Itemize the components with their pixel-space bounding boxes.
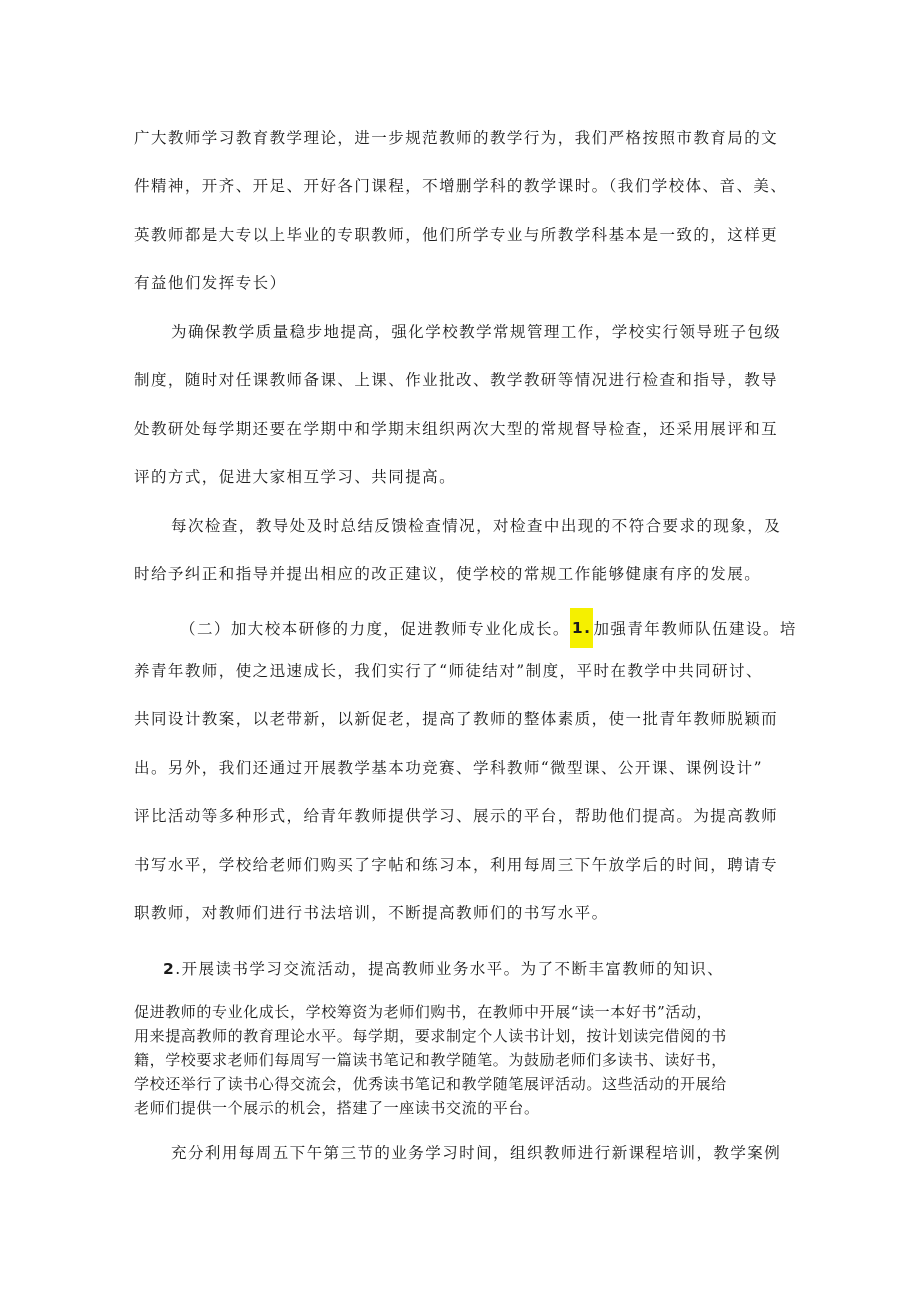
paragraph-5-line-5: 学校还举行了读书心得交流会，优秀读书笔记和教学随笔展评活动。这些活动的开展给 [134, 1075, 727, 1093]
paragraph-6-line-1: 充分利用每周五下午第三节的业务学习时间，组织教师进行新课程培训，教学案例 [171, 1144, 782, 1162]
paragraph-1-line-4: 有益他们发挥专长） [134, 274, 287, 292]
paragraph-4-line-2: 养青年教师，使之迅速成长，我们实行了“师徒结对”制度，平时在教学中共同研讨、 [134, 662, 763, 680]
paragraph-2-line-2: 制度，随时对任课教师备课、上课、作业批改、教学教研等情况进行检查和指导，教导 [134, 371, 779, 389]
paragraph-2-line-3: 处教研处每学期还要在学期中和学期末组织两次大型的常规督导检查，还采用展评和互 [134, 420, 779, 438]
paragraph-3-line-2: 时给予纠正和指导并提出相应的改正建议，使学校的常规工作能够健康有序的发展。 [134, 565, 762, 583]
paragraph-5-line-6: 老师们提供一个展示的机会，搭建了一座读书交流的平台。 [134, 1099, 540, 1117]
paragraph-4-line-5: 评比活动等多种形式，给青年教师提供学习、展示的平台，帮助他们提高。为提高教师 [134, 807, 779, 825]
paragraph-4-heading: （二）加大校本研修的力度，促进教师专业化成长。 [180, 620, 570, 638]
paragraph-1-line-1: 广大教师学习教育教学理论，进一步规范教师的教学行为，我们严格按照市教育局的文 [134, 129, 779, 147]
paragraph-5-number: 2 [163, 960, 176, 978]
paragraph-5-line-4: 籍，学校要求老师们每周写一篇读书笔记和教学随笔。为鼓励老师们多读书、读好书， [134, 1051, 727, 1069]
paragraph-5-line-2: 促进教师的专业化成长，学校筹资为老师们购书，在教师中开展“读一本好书”活动， [134, 1003, 713, 1021]
highlighted-number: 1. [570, 608, 594, 648]
paragraph-4-first-text: 加强青年教师队伍建设。培 [593, 620, 797, 638]
paragraph-4-line-6: 书写水平，学校给老师们购买了字帖和练习本，利用每周三下午放学后的时间，聘请专 [134, 856, 779, 874]
paragraph-2-line-1: 为确保教学质量稳步地提高，强化学校教学常规管理工作，学校实行领导班子包级 [171, 323, 782, 341]
paragraph-5-line-1 [163, 959, 724, 979]
paragraph-4-line-7: 职教师，对教师们进行书法培训，不断提高教师们的书写水平。 [134, 904, 609, 922]
paragraph-4-line-4: 出。另外，我们还通过开展教学基本功竞赛、学科教师“微型课、公开课、课例设计” [134, 759, 763, 777]
paragraph-2-line-4: 评的方式，促进大家相互学习、共同提高。 [134, 468, 457, 486]
paragraph-1-line-2: 件精神，开齐、开足、开好各门课程，不增删学科的教学课时。（我们学校体、音、美、 [134, 177, 788, 195]
paragraph-4-line-3: 共同设计教案，以老带新，以新促老，提高了教师的整体素质，使一批青年教师脱颖而 [134, 710, 779, 728]
paragraph-4-line-1 [180, 612, 797, 648]
paragraph-3-line-1: 每次检查，教导处及时总结反馈检查情况，对检查中出现的不符合要求的现象，及 [171, 517, 782, 535]
paragraph-5-first-text: .开展读书学习交流活动，提高教师业务水平。为了不断丰富教师的知识、 [175, 960, 725, 978]
paragraph-5-line-3: 用来提高教师的教育理论水平。每学期，要求制定个人读书计划，按计划读完借阅的书 [134, 1027, 727, 1045]
paragraph-1-line-3: 英教师都是大专以上毕业的专职教师，他们所学专业与所教学科基本是一致的，这样更 [134, 226, 779, 244]
